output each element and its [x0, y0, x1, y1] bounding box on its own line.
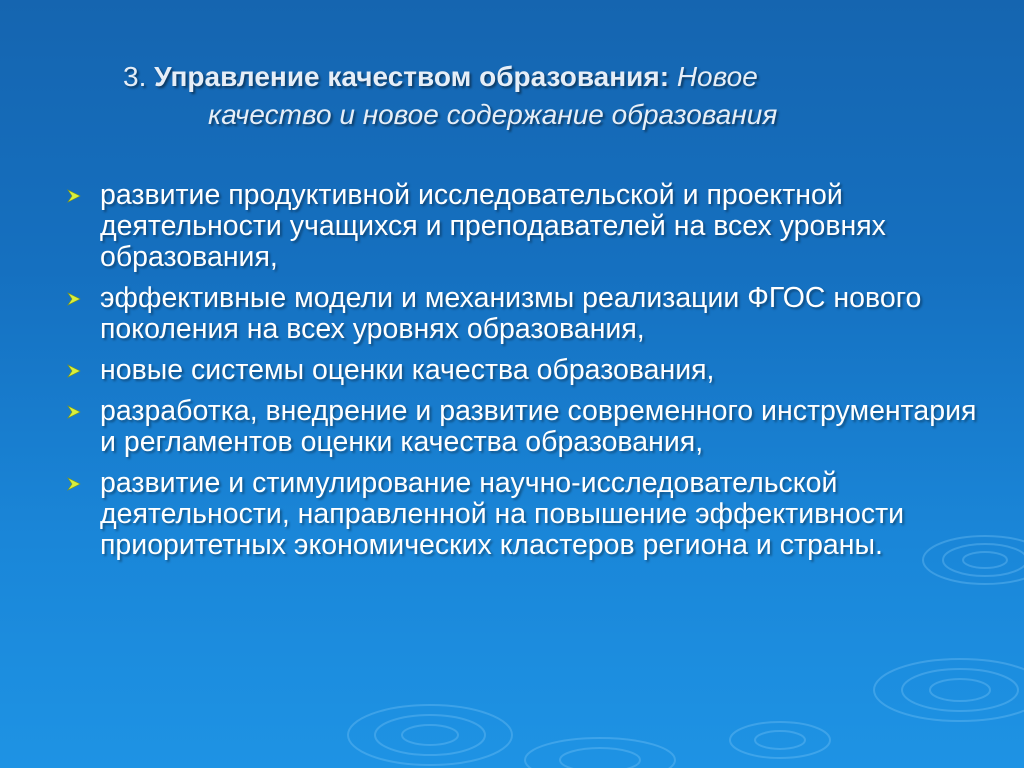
title-subheading-line2: качество и новое содержание образования [208, 99, 778, 130]
bullet-item [60, 180, 980, 273]
bullet-item [60, 283, 980, 345]
bullet-item [60, 396, 980, 458]
chevron-arrow-icon [66, 405, 82, 419]
chevron-arrow-icon [66, 364, 82, 378]
bullet-text: разработка, внедрение и развитие современного инструментария и регламентов оценки качества образования, [100, 395, 977, 458]
bullet-item [60, 468, 980, 561]
title-number: 3. [123, 61, 155, 92]
bullet-list [60, 180, 980, 571]
chevron-arrow-icon [66, 189, 82, 203]
bullet-text: развитие и стимулирование научно-исследовательской деятельности, направленной на повышение эффективности приоритетных экономических кластеров региона и страны. [100, 467, 905, 561]
bullet-item [60, 355, 980, 386]
chevron-arrow-icon [66, 477, 82, 491]
bullet-text: развитие продуктивной исследовательской и проектной деятельности учащихся и преподавателей на всех уровнях образования, [100, 179, 886, 273]
chevron-arrow-icon [66, 292, 82, 306]
slide-title [123, 58, 943, 134]
bullet-text: эффективные модели и механизмы реализации ФГОС нового поколения на всех уровнях образования, [100, 282, 922, 345]
title-subheading-line1: Новое [676, 61, 758, 92]
title-heading: Управление качеством образования: [154, 61, 677, 92]
bullet-text: новые системы оценки качества образования, [100, 354, 715, 386]
